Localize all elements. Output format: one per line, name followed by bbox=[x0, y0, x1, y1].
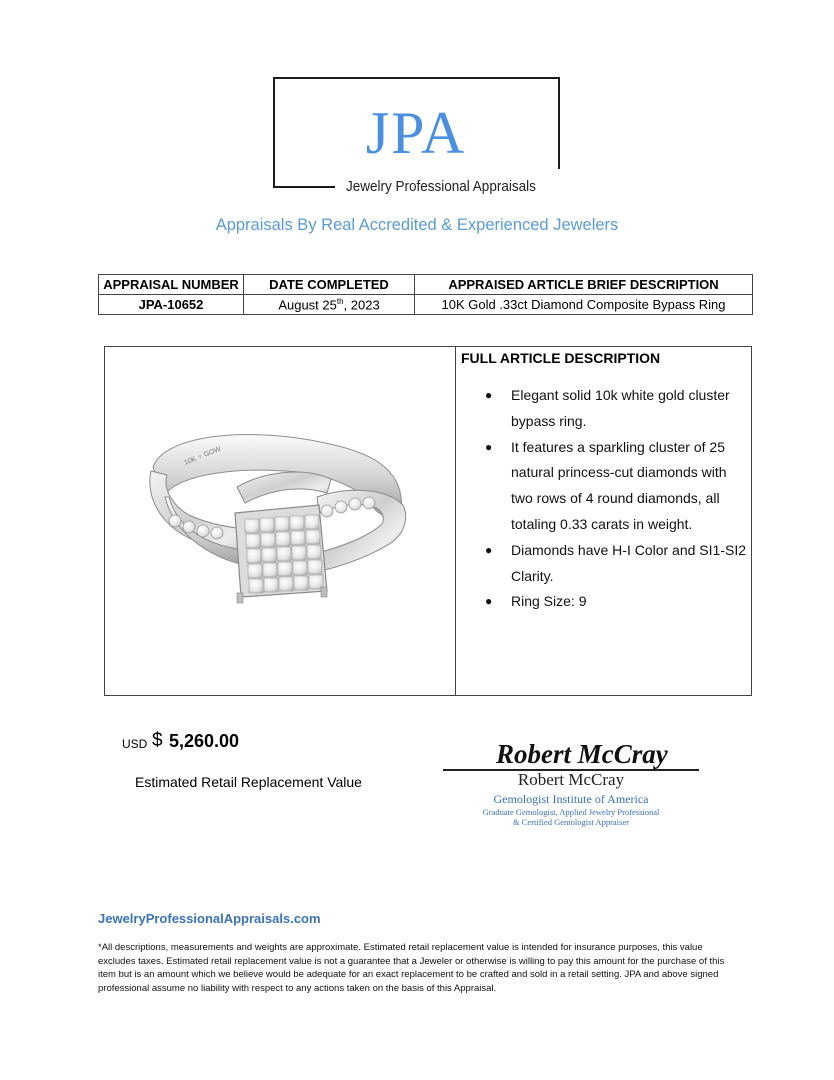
summary-table bbox=[98, 274, 753, 315]
date-completed bbox=[244, 295, 415, 315]
credentials-line: Graduate Gemologist, Applied Jewelry Professional bbox=[482, 807, 660, 817]
value-label: Estimated Retail Replacement Value bbox=[135, 774, 362, 790]
disclaimer: *All descriptions, measurements and weights are approximate. Estimated retail replacement value is intended for insurance purposes, this value excludes taxes. Estimated retail replacement value is not a guarantee that a Jeweler or otherwise is willing to pay this amount for the purchase of this item but is an amount which we believe would be adequate for an exact replacement to be crafted and sold in a retail setting. JPA and above signed professional assume no liability with respect to any actions taken on the basis of this Appraisal. bbox=[98, 942, 725, 995]
date-year: , 2023 bbox=[343, 297, 380, 313]
signer-organization: Gemologist Institute of America bbox=[493, 792, 649, 806]
date-month-day: August 25 bbox=[278, 297, 337, 313]
description-list bbox=[485, 383, 747, 615]
appraisal-number: JPA-10652 bbox=[99, 295, 244, 315]
list-item bbox=[485, 435, 747, 538]
logo-name: Jewelry Professional Appraisals bbox=[346, 178, 536, 195]
ring-photo bbox=[105, 347, 455, 695]
currency-code: USD bbox=[122, 737, 148, 751]
ring-illustration bbox=[105, 347, 455, 695]
bullet-icon: ● bbox=[485, 439, 493, 454]
bullet-text: Diamonds have H-I Color and SI1-SI2 Clarity. bbox=[511, 541, 746, 584]
appraised-amount: 5,260.00 bbox=[169, 731, 240, 751]
brief-description: 10K Gold .33ct Diamond Composite Bypass Ring bbox=[415, 295, 753, 315]
signer-credentials bbox=[443, 807, 699, 827]
logo-mark: JPA bbox=[365, 100, 467, 166]
column-header: APPRAISAL NUMBER bbox=[99, 275, 244, 295]
date-suffix: th bbox=[336, 297, 344, 306]
column-header: DATE COMPLETED bbox=[244, 275, 415, 295]
article-box bbox=[104, 346, 752, 696]
table-row bbox=[99, 295, 753, 315]
table-header-row bbox=[99, 275, 753, 295]
list-item bbox=[485, 538, 747, 590]
full-description-title: FULL ARTICLE DESCRIPTION bbox=[461, 350, 661, 366]
list-item bbox=[485, 383, 747, 435]
website-link[interactable]: JewelryProfessionalAppraisals.com bbox=[98, 911, 321, 926]
bullet-text: Elegant solid 10k white gold cluster bypass ring. bbox=[511, 387, 730, 429]
list-item bbox=[485, 589, 747, 615]
bullet-icon: ● bbox=[485, 594, 493, 609]
bullet-text: Ring Size: 9 bbox=[511, 593, 587, 610]
signature: Robert McCray bbox=[496, 739, 668, 769]
article-divider bbox=[455, 347, 456, 695]
currency-symbol: $ bbox=[152, 730, 163, 751]
bullet-icon: ● bbox=[485, 542, 493, 557]
bullet-text: It features a sparkling cluster of 25 natural princess-cut diamonds with two rows of 4 round diamonds, all totaling 0.33 carats in weight. bbox=[511, 438, 727, 532]
logo bbox=[270, 77, 562, 195]
signer-name: Robert McCray bbox=[517, 770, 625, 789]
credentials-line: & Certified Gemologist Appraiser bbox=[513, 817, 629, 827]
bullet-icon: ● bbox=[485, 388, 493, 402]
column-header: APPRAISED ARTICLE BRIEF DESCRIPTION bbox=[415, 275, 753, 295]
tagline: Appraisals By Real Accredited & Experienced Jewelers bbox=[215, 216, 619, 234]
ring-stamp: 10K ♀ GOW bbox=[183, 445, 222, 467]
